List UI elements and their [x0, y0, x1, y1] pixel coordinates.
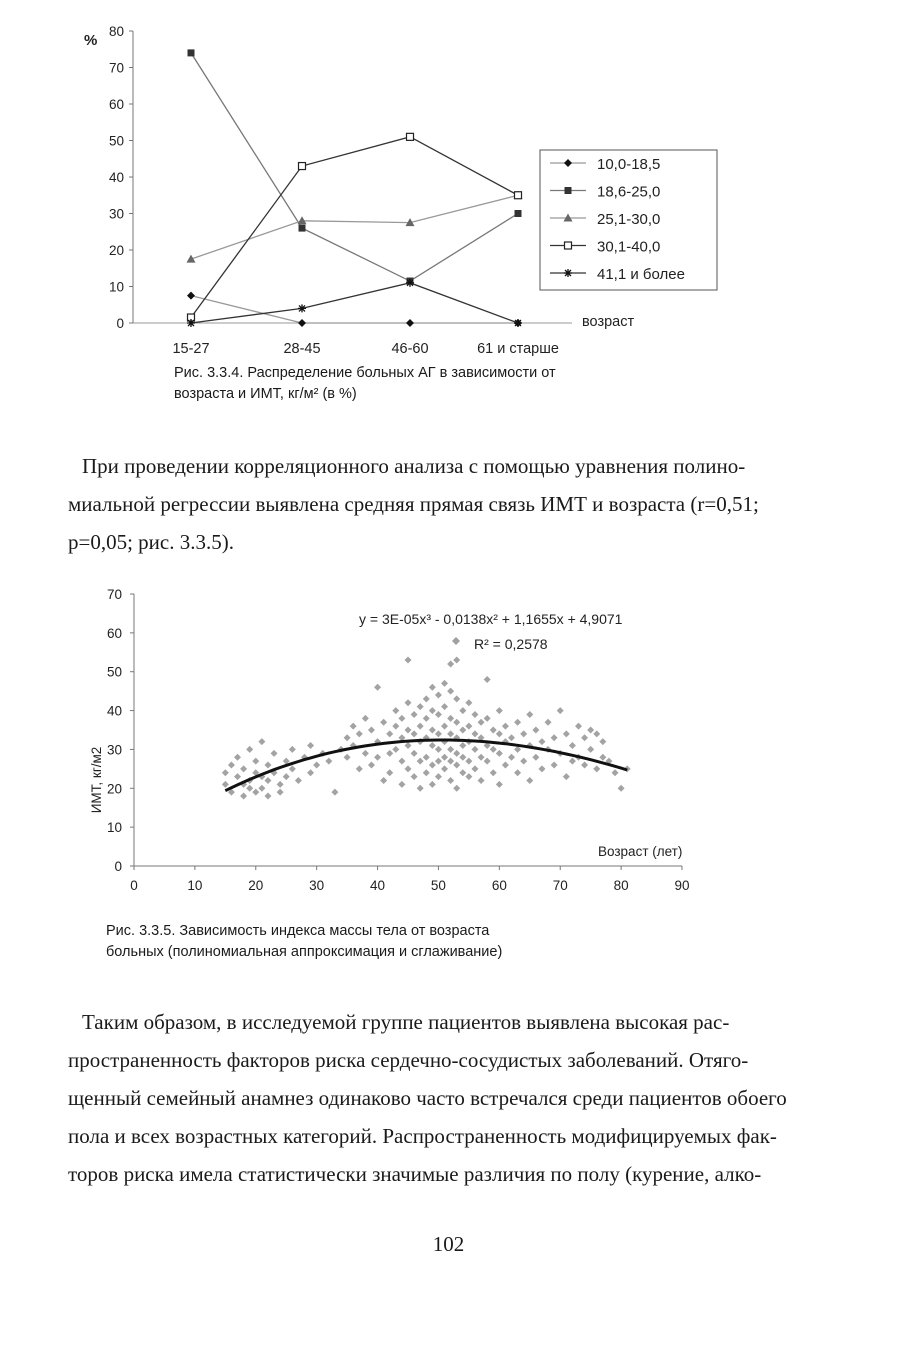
- scatter-point: [435, 730, 442, 737]
- scatter-point: [374, 754, 381, 761]
- scatter-point: [252, 758, 259, 765]
- scatter-point: [374, 684, 381, 691]
- scatter-point: [429, 781, 436, 788]
- scatter-point: [599, 738, 606, 745]
- scatter-point: [484, 676, 491, 683]
- scatter-point: [264, 761, 271, 768]
- scatter-point: [459, 707, 466, 714]
- scatter-point: [398, 758, 405, 765]
- scatter-point: [398, 715, 405, 722]
- x-axis-label: Возраст (лет): [598, 844, 683, 859]
- scatter-point: [441, 703, 448, 710]
- data-point: [188, 49, 195, 56]
- scatter-point: [411, 750, 418, 757]
- scatter-point: [362, 750, 369, 757]
- scatter-point: [453, 785, 460, 792]
- scatter-point: [502, 761, 509, 768]
- scatter-point: [581, 734, 588, 741]
- x-tick-label: 28-45: [283, 341, 321, 357]
- scatter-point: [471, 746, 478, 753]
- scatter-point: [502, 723, 509, 730]
- scatter-point: [313, 761, 320, 768]
- legend-label: 18,6-25,0: [597, 183, 661, 201]
- x-tick-label: 80: [613, 878, 629, 893]
- scatter-point: [277, 781, 284, 788]
- legend-marker: [565, 242, 572, 249]
- scatter-point: [514, 719, 521, 726]
- scatter-point: [356, 765, 363, 772]
- paragraph-1-line-3: p=0,05; рис. 3.3.5).: [68, 530, 234, 554]
- scatter-point: [563, 773, 570, 780]
- figure2-caption-line1: Рис. 3.3.5. Зависимость индекса массы тела от возраста: [106, 923, 490, 939]
- y-tick-label: 30: [106, 742, 122, 758]
- scatter-point: [423, 769, 430, 776]
- scatter-point: [429, 742, 436, 749]
- scatter-point: [447, 758, 454, 765]
- scatter-point: [386, 750, 393, 757]
- scatter-point: [344, 754, 351, 761]
- scatter-point: [526, 711, 533, 718]
- scatter-point: [435, 692, 442, 699]
- scatter-point: [575, 723, 582, 730]
- scatter-point: [234, 773, 241, 780]
- scatter-point: [344, 734, 351, 741]
- legend-diamond-marker: [452, 637, 460, 645]
- scatter-point: [429, 684, 436, 691]
- paragraph-2-line-1: Таким образом, в исследуемой группе пациентов выявлена высокая рас-: [82, 1010, 730, 1034]
- scatter-point: [465, 723, 472, 730]
- data-point: [298, 304, 306, 312]
- scatter-point: [405, 699, 412, 706]
- scatter-point: [514, 769, 521, 776]
- x-tick-label: 60: [491, 878, 507, 893]
- scatter-point: [435, 711, 442, 718]
- figure1-caption: [174, 363, 556, 405]
- scatter-point: [557, 707, 564, 714]
- scatter-point: [240, 765, 247, 772]
- data-point: [406, 279, 414, 287]
- scatter-point: [447, 715, 454, 722]
- scatter-point: [520, 758, 527, 765]
- polynomial-trendline: [225, 740, 627, 791]
- x-tick-label: 50: [430, 878, 446, 893]
- x-tick-label: 90: [674, 878, 690, 893]
- scatter-point: [599, 754, 606, 761]
- scatter-point: [520, 730, 527, 737]
- x-tick-label: 61 и старше: [477, 341, 559, 357]
- scatter-point: [496, 730, 503, 737]
- scatter-point: [478, 777, 485, 784]
- page-number: 102: [432, 1232, 465, 1256]
- scatter-point: [417, 785, 424, 792]
- figure1-caption-line1: Рис. 3.3.4. Распределение больных АГ в зависимости от: [174, 365, 556, 381]
- scatter-point: [392, 746, 399, 753]
- scatter-point: [447, 746, 454, 753]
- paragraph-1: [68, 447, 856, 561]
- scatter-point: [569, 742, 576, 749]
- scatter-point: [490, 727, 497, 734]
- y-tick-label: 70: [106, 587, 122, 602]
- scatter-point: [405, 765, 412, 772]
- scatter-point: [569, 758, 576, 765]
- scatter-point: [405, 742, 412, 749]
- scatter-point: [271, 750, 278, 757]
- scatter-point: [228, 761, 235, 768]
- data-point: [406, 319, 414, 327]
- data-point: [515, 210, 522, 217]
- y-tick-label: 40: [106, 703, 122, 719]
- scatter-point: [459, 754, 466, 761]
- x-tick-label: 20: [248, 878, 264, 893]
- paragraph-2-line-3: щенный семейный анамнез одинаково часто встречался среди пациентов обоего: [68, 1086, 787, 1110]
- scatter-point: [471, 765, 478, 772]
- scatter-point: [258, 785, 265, 792]
- scatter-point: [350, 723, 357, 730]
- data-point: [299, 163, 306, 170]
- legend-label: 10,0-18,5: [597, 156, 661, 173]
- scatter-point: [471, 711, 478, 718]
- legend-label: 30,1-40,0: [597, 238, 661, 256]
- figure2-caption-line2: больных (полиномиальная аппроксимация и сглаживание): [106, 944, 503, 960]
- scatter-point: [532, 727, 539, 734]
- scatter-point: [453, 750, 460, 757]
- y-unit-label: %: [84, 32, 98, 49]
- x-tick-label: 40: [370, 878, 386, 893]
- scatter-point: [429, 761, 436, 768]
- scatter-point: [496, 707, 503, 714]
- scatter-point: [417, 703, 424, 710]
- x-axis-label: возраст: [582, 314, 635, 330]
- scatter-point: [532, 754, 539, 761]
- scatter-point: [593, 765, 600, 772]
- data-point: [187, 292, 195, 300]
- paragraph-2-line-2: пространенность факторов риска сердечно-сосудистых заболеваний. Отяго-: [68, 1048, 749, 1072]
- legend-label: 41,1 и более: [597, 266, 685, 283]
- scatter-point: [612, 769, 619, 776]
- scatter-point: [435, 773, 442, 780]
- scatter-point: [392, 707, 399, 714]
- x-tick-label: 70: [552, 878, 568, 893]
- figure2-caption: [106, 921, 502, 963]
- r-squared-label: R² = 0,2578: [474, 636, 548, 652]
- scatter-point: [508, 734, 515, 741]
- scatter-point: [252, 789, 259, 796]
- scatter-point: [368, 761, 375, 768]
- scatter-point: [411, 711, 418, 718]
- y-tick-label: 30: [108, 206, 124, 222]
- scatter-point: [362, 715, 369, 722]
- scatter-point: [478, 719, 485, 726]
- scatter-point: [538, 765, 545, 772]
- paragraph-2-line-5: торов риска имела статистически значимые различия по полу (курение, алко-: [68, 1162, 762, 1186]
- scatter-point: [222, 769, 229, 776]
- scatter-point: [429, 727, 436, 734]
- scatter-point: [551, 761, 558, 768]
- scatter-point: [246, 785, 253, 792]
- scatter-point: [581, 761, 588, 768]
- scatter-point: [465, 699, 472, 706]
- scatter-point: [453, 657, 460, 664]
- scatter-point: [441, 754, 448, 761]
- paragraph-1-line-2: миальной регрессии выявлена средняя прямая связь ИМТ и возраста (r=0,51;: [68, 492, 759, 516]
- scatter-point: [264, 777, 271, 784]
- data-point: [514, 319, 522, 327]
- scatter-point: [417, 758, 424, 765]
- scatter-point: [435, 758, 442, 765]
- scatter-point: [441, 723, 448, 730]
- scatter-point: [465, 758, 472, 765]
- y-tick-label: 80: [108, 24, 124, 39]
- scatter-point: [325, 758, 332, 765]
- data-point: [298, 319, 306, 327]
- y-tick-label: 70: [108, 60, 124, 76]
- scatter-point: [490, 746, 497, 753]
- scatter-point: [246, 746, 253, 753]
- y-tick-label: 20: [106, 781, 122, 797]
- scatter-point: [222, 781, 229, 788]
- scatter-point: [526, 777, 533, 784]
- scatter-point: [392, 723, 399, 730]
- y-tick-label: 50: [108, 133, 124, 149]
- series-line: [191, 283, 518, 323]
- legend-marker: [564, 269, 572, 277]
- scatter-point: [234, 754, 241, 761]
- scatter-point: [331, 789, 338, 796]
- scatter-point: [240, 793, 247, 800]
- x-tick-label: 0: [130, 878, 138, 893]
- scatter-point: [258, 738, 265, 745]
- scatter-point: [405, 727, 412, 734]
- scatter-point: [435, 746, 442, 753]
- scatter-point: [411, 773, 418, 780]
- scatter-point: [295, 777, 302, 784]
- data-point: [407, 133, 414, 140]
- scatter-point: [459, 769, 466, 776]
- scatter-point: [423, 695, 430, 702]
- scatter-point: [551, 734, 558, 741]
- series-line: [191, 137, 518, 318]
- scatter-point: [380, 719, 387, 726]
- chart1-category-labels: [172, 341, 558, 357]
- scatter-point: [417, 723, 424, 730]
- scatter-point: [441, 680, 448, 687]
- scatter-point: [380, 777, 387, 784]
- scatter-point: [484, 715, 491, 722]
- scatter-point: [471, 730, 478, 737]
- scatter-point: [453, 695, 460, 702]
- scatter-point: [618, 785, 625, 792]
- scatter-point: [264, 793, 271, 800]
- scatter-point: [459, 742, 466, 749]
- scatter-point: [465, 773, 472, 780]
- trendline-equation: y = 3E-05x³ - 0,0138x² + 1,1655x + 4,9071: [359, 611, 623, 627]
- scatter-point: [307, 742, 314, 749]
- y-tick-label: 50: [106, 664, 122, 680]
- paragraph-2: [68, 1003, 856, 1193]
- scatter-point: [307, 769, 314, 776]
- figure1-caption-line2: возраста и ИМТ, кг/м² (в %): [174, 386, 357, 402]
- scatter-point: [508, 754, 515, 761]
- data-point: [299, 225, 306, 232]
- scatter-point: [289, 765, 296, 772]
- scatter-point: [593, 730, 600, 737]
- y-axis-label: ИМТ, кг/м2: [89, 746, 104, 814]
- data-point: [515, 192, 522, 199]
- scatter-point: [478, 754, 485, 761]
- scatter-point: [283, 773, 290, 780]
- series-line: [191, 296, 518, 323]
- chart1-legend: [540, 150, 717, 290]
- scatter-point: [447, 660, 454, 667]
- scatter-point: [386, 769, 393, 776]
- scatter-point: [459, 727, 466, 734]
- x-tick-label: 15-27: [172, 341, 210, 357]
- scatter-point: [587, 727, 594, 734]
- data-point: [187, 319, 195, 327]
- y-tick-label: 60: [108, 97, 124, 112]
- scatter-points: [222, 657, 631, 800]
- scatter-point: [289, 746, 296, 753]
- scatter-point: [423, 715, 430, 722]
- y-tick-label: 10: [106, 820, 122, 836]
- scatter-point: [398, 781, 405, 788]
- y-tick-label: 60: [106, 625, 122, 641]
- scatter-point: [453, 719, 460, 726]
- scatter-point: [490, 769, 497, 776]
- y-tick-label: 40: [108, 170, 124, 185]
- x-tick-label: 46-60: [391, 341, 429, 357]
- chart1-series: [187, 49, 523, 327]
- scatter-point: [453, 761, 460, 768]
- y-tick-label: 20: [108, 243, 124, 258]
- y-tick-label: 10: [108, 279, 124, 295]
- scatter-point: [441, 765, 448, 772]
- scatter-point: [447, 777, 454, 784]
- series-line: [191, 53, 518, 281]
- paragraph-1-line-1: При проведении корреляционного анализа с помощью уравнения полино-: [82, 454, 746, 478]
- scatter-point: [429, 707, 436, 714]
- legend-marker: [565, 187, 572, 194]
- scatter-point: [405, 657, 412, 664]
- scatter-point: [496, 750, 503, 757]
- scatter-point: [538, 738, 545, 745]
- scatter-point: [545, 719, 552, 726]
- scatter-point: [356, 730, 363, 737]
- scatter-point: [484, 758, 491, 765]
- scatter-point: [277, 789, 284, 796]
- scatter-point: [447, 730, 454, 737]
- scatter-point: [411, 730, 418, 737]
- scatter-point: [386, 730, 393, 737]
- scatter-point: [496, 781, 503, 788]
- chart1-axes: [109, 24, 572, 331]
- scatter-point: [587, 746, 594, 753]
- scatter-point: [447, 688, 454, 695]
- x-tick-label: 10: [187, 878, 203, 893]
- legend-label: 25,1-30,0: [597, 211, 661, 228]
- x-tick-label: 30: [309, 878, 325, 893]
- scatter-point: [368, 727, 375, 734]
- y-tick-label: 0: [114, 859, 122, 874]
- age-bmi-line-chart: [0, 0, 897, 420]
- y-tick-label: 0: [116, 316, 124, 331]
- bmi-age-scatter-chart: [0, 575, 897, 915]
- scatter-point: [563, 730, 570, 737]
- scatter-point: [423, 754, 430, 761]
- paragraph-2-line-4: пола и всех возрастных категорий. Распространенность модифицируемых фак-: [68, 1124, 777, 1148]
